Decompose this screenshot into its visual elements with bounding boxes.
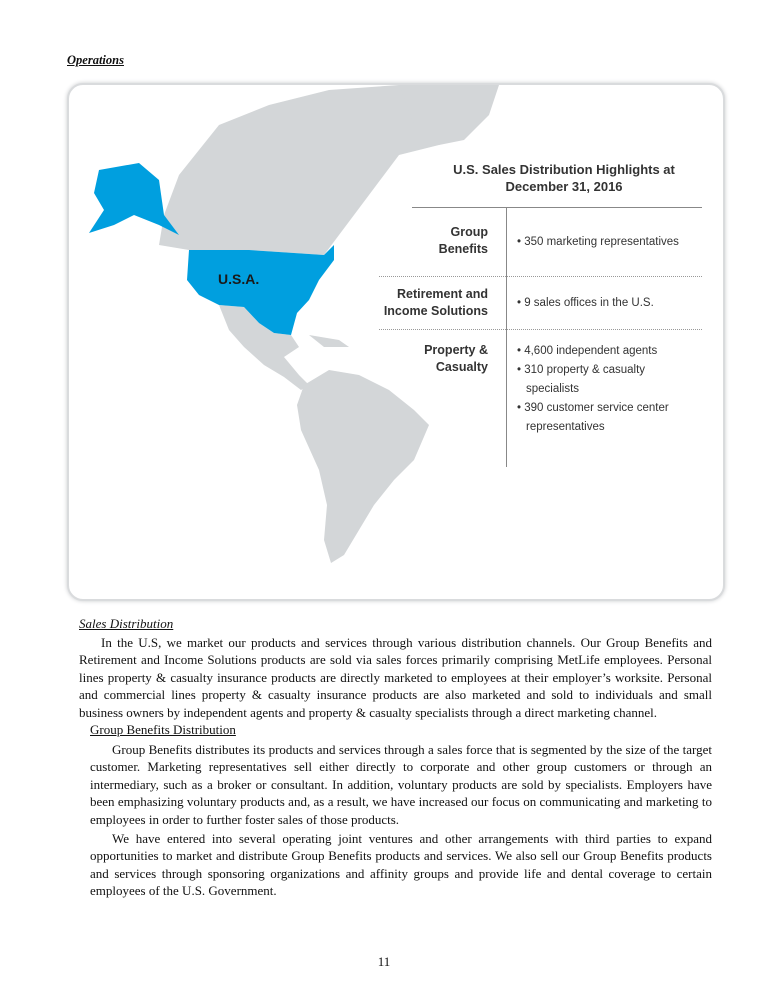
item: • 350 marketing representatives: [517, 236, 679, 248]
group-benefits-distribution-heading: Group Benefits Distribution: [90, 722, 236, 737]
sales-distribution-heading: Sales Distribution: [79, 616, 174, 631]
caribbean-shape: [309, 335, 349, 347]
items-property-casualty: [517, 342, 669, 437]
title-line: December 31, 2016: [505, 179, 623, 194]
paragraph: In the U.S, we market our products and services through various distribution channels. Our Group Benefits and Retirement and Income Solutions products are sold via sales forces primarily comprising MetLife employees. Personal lines property & casualty insurance products are directly marketed to employees at their employer’s worksite. Personal and commercial lines property & casualty insurance products are also marketed and sold to individuals and small business owners by independent agents and property & casualty specialists through a direct marketing channel.: [79, 635, 712, 720]
divider: [506, 207, 507, 467]
south-america-shape: [297, 370, 429, 563]
item: specialists: [526, 383, 580, 395]
category-retirement: [384, 286, 488, 320]
title-line: U.S. Sales Distribution Highlights at: [453, 162, 675, 177]
infographic-title: [414, 161, 714, 195]
items-retirement: [517, 294, 654, 313]
category-label: Retirement and: [397, 287, 488, 301]
page-number: 11: [377, 954, 391, 969]
item: • 310 property & casualty: [517, 364, 646, 376]
category-group-benefits: [439, 224, 488, 258]
divider: [412, 207, 702, 208]
items-group-benefits: [517, 233, 679, 252]
alaska-shape: [89, 163, 179, 235]
section-title: Operations: [67, 53, 124, 67]
usa-shape: [187, 245, 334, 335]
category-property-casualty: [424, 342, 488, 376]
category-label: Casualty: [435, 360, 488, 374]
category-label: Income Solutions: [383, 304, 488, 318]
paragraph: Group Benefits distributes its products and services through a sales force that is segmented by the size of the target customer. Marketing representatives sell either directly to corporate and other group customers or through an intermediary, such as a broker or consultant. In addition, voluntary products are sold by specialists. Employers have been emphasizing voluntary products and, as a result, we have increased our focus on communicating and marketing to employees in order to further foster sales of those products.: [90, 742, 712, 827]
item: representatives: [526, 421, 605, 433]
sales-distribution-infographic: [67, 83, 725, 601]
category-label: Property &: [424, 343, 488, 357]
divider: [379, 329, 702, 330]
paragraph: We have entered into several operating joint ventures and other arrangements with third parties to expand opportunities to market and distribute Group Benefits products and services. We also sell our Group Benefits products and services through sponsoring organizations and affinity groups and provide life and dental coverage to certain employees of the U.S. Government.: [90, 831, 712, 899]
item: • 4,600 independent agents: [517, 345, 658, 357]
divider: [379, 276, 702, 277]
category-label: Group: [450, 225, 488, 239]
category-label: Benefits: [438, 242, 488, 256]
item: • 9 sales offices in the U.S.: [517, 297, 654, 309]
item: • 390 customer service center: [517, 402, 669, 414]
map-label-usa: U.S.A.: [218, 271, 260, 287]
